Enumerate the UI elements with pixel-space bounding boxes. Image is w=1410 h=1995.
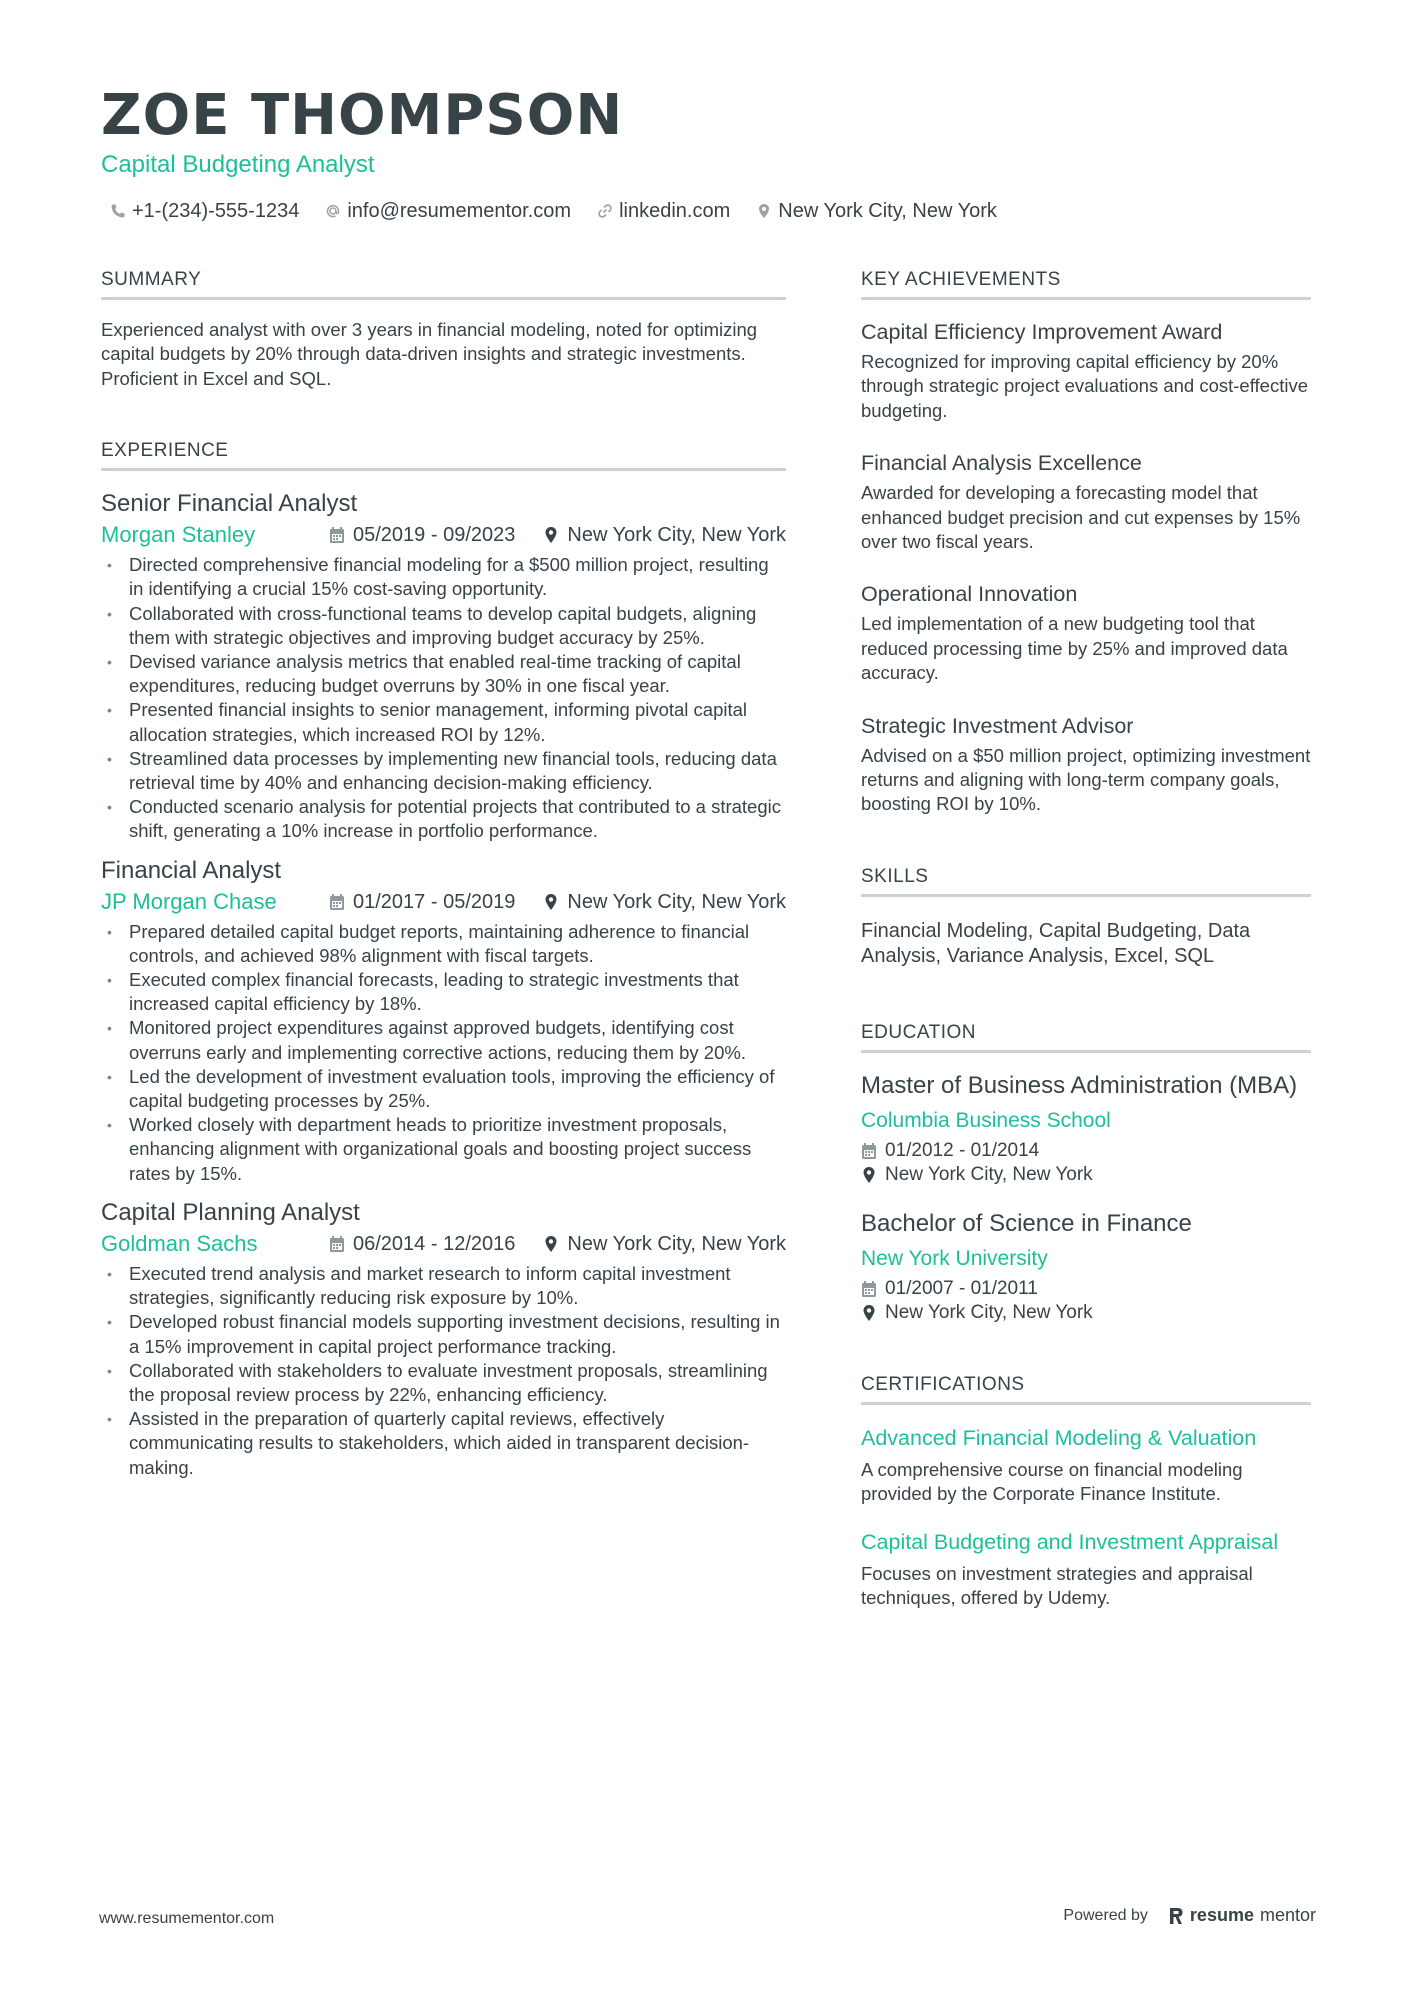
achievements-heading: KEY ACHIEVEMENTS <box>861 268 1311 300</box>
left-column <box>101 268 786 1492</box>
job-bullet: • Conducted scenario analysis for potential projects that contributed to a strategic shift, generating a 10% increase in portfolio performance. <box>101 795 786 843</box>
job-bullets <box>101 920 786 1186</box>
achievement-item <box>861 318 1311 423</box>
job-bullet: • Executed complex financial forecasts, leading to strategic investments that increased capital efficiency by 18%. <box>101 968 786 1016</box>
contact-email[interactable] <box>325 198 571 224</box>
brand-light: mentor <box>1259 1905 1316 1925</box>
experience-entry <box>101 856 786 1186</box>
achievement-item <box>861 449 1311 554</box>
footer-website[interactable]: www.resumementor.com <box>99 1910 275 1927</box>
job-bullet: • Presented financial insights to senior management, informing pivotal capital allocation strategies, which increased ROI by 12%. <box>101 698 786 746</box>
map-pin-icon <box>861 1304 877 1322</box>
education-degree: Master of Business Administration (MBA) <box>861 1071 1298 1099</box>
map-pin-icon <box>861 1166 877 1184</box>
certification-title: Advanced Financial Modeling & Valuation <box>861 1425 1257 1450</box>
map-pin-icon <box>756 203 772 219</box>
map-pin-icon <box>543 893 559 911</box>
right-column <box>861 268 1311 1633</box>
job-bullets <box>101 1262 786 1480</box>
education-dates <box>861 1277 1311 1301</box>
brand-mark-icon <box>1168 1906 1184 1926</box>
job-role: Capital Planning Analyst <box>101 1198 360 1226</box>
education-location <box>861 1163 1311 1187</box>
job-dates-text: 01/2017 - 05/2019 <box>353 890 516 913</box>
job-company: Morgan Stanley <box>101 522 256 548</box>
achievement-item <box>861 580 1311 685</box>
achievement-title: Financial Analysis Excellence <box>861 451 1142 476</box>
achievement-text: Awarded for developing a forecasting model that enhanced budget precision and cut expenses by 15% over two fiscal years. <box>861 482 1301 553</box>
certification-item <box>861 1425 1311 1507</box>
job-bullet: • Collaborated with stakeholders to evaluate investment proposals, streamlining the proposal review process by 22%, enhancing efficiency. <box>101 1359 786 1407</box>
phone-text: +1-(234)-555-1234 <box>132 200 300 222</box>
job-meta <box>101 1230 786 1258</box>
job-company: Goldman Sachs <box>101 1230 258 1256</box>
achievement-item <box>861 712 1311 817</box>
footer-branding <box>1063 1905 1316 1926</box>
achievement-text: Led implementation of a new budgeting tool that reduced processing time by 25% and improved data accuracy. <box>861 613 1288 684</box>
map-pin-icon <box>543 526 559 544</box>
location-text: New York City, New York <box>778 200 997 222</box>
calendar-icon <box>329 893 345 911</box>
link-icon <box>597 203 613 219</box>
job-role: Senior Financial Analyst <box>101 490 358 518</box>
achievement-title: Capital Efficiency Improvement Award <box>861 320 1223 344</box>
education-item <box>861 1209 1311 1325</box>
experience-heading: EXPERIENCE <box>101 439 786 471</box>
job-location-text: New York City, New York <box>567 890 786 913</box>
linkedin-text: linkedin.com <box>619 200 731 222</box>
job-bullet: • Executed trend analysis and market research to inform capital investment strategies, significantly reducing risk exposure by 10%. <box>101 1262 786 1310</box>
calendar-icon <box>861 1280 877 1298</box>
experience-entry <box>101 1198 786 1480</box>
job-company: JP Morgan Chase <box>101 888 277 914</box>
candidate-name: ZOE THOMPSON <box>101 83 624 148</box>
job-location <box>543 1230 786 1258</box>
education-location <box>861 1301 1311 1325</box>
certification-text: Focuses on investment strategies and appraisal techniques, offered by Udemy. <box>861 1562 1253 1609</box>
achievement-text: Recognized for improving capital efficiency by 20% through strategic project evaluations and cost-effective budgeting. <box>861 351 1308 421</box>
job-location <box>543 888 786 916</box>
summary-text: Experienced analyst with over 3 years in financial modeling, noted for optimizing capital budgets by 20% through data-driven insights and strategic investments. Proficient in Excel and SQL. <box>101 319 758 389</box>
education-dates-text: 01/2007 - 01/2011 <box>885 1277 1038 1299</box>
contact-location <box>756 198 997 224</box>
certification-title: Capital Budgeting and Investment Appraisal <box>861 1529 1279 1554</box>
at-sign-icon <box>325 203 341 219</box>
contact-linkedin[interactable] <box>597 198 730 224</box>
calendar-icon <box>329 1235 345 1253</box>
education-item <box>861 1071 1311 1187</box>
education-degree: Bachelor of Science in Finance <box>861 1209 1192 1237</box>
job-location-text: New York City, New York <box>567 1232 786 1255</box>
job-dates-text: 05/2019 - 09/2023 <box>353 524 516 547</box>
job-bullet: • Worked closely with department heads to prioritize investment proposals, enhancing alignment with organizational goals and boosting project success rates by 15%. <box>101 1113 786 1186</box>
certifications-heading: CERTIFICATIONS <box>861 1373 1311 1405</box>
education-location-text: New York City, New York <box>885 1301 1093 1323</box>
certification-text: A comprehensive course on financial modeling provided by the Corporate Finance Institute. <box>861 1458 1243 1505</box>
job-bullet: • Assisted in the preparation of quarterly capital reviews, effectively communicating results to stakeholders, which aided in transparent decision-making. <box>101 1407 786 1480</box>
achievement-title: Operational Innovation <box>861 582 1078 607</box>
powered-by-label: Powered by <box>1063 1906 1148 1924</box>
contact-phone[interactable] <box>110 198 299 224</box>
job-bullet: • Collaborated with cross-functional teams to develop capital budgets, aligning them with strategic objectives and improving budget accuracy by 25%. <box>101 602 786 650</box>
education-dates-text: 01/2012 - 01/2014 <box>885 1139 1040 1161</box>
job-bullet: • Streamlined data processes by implementing new financial tools, reducing data retrieval time by 40% and enhancing decision-making efficiency. <box>101 747 786 795</box>
job-dates <box>329 888 515 916</box>
job-bullet: • Devised variance analysis metrics that enabled real-time tracking of capital expenditures, reducing budget overruns by 30% in one fiscal year. <box>101 650 786 698</box>
achievement-text: Advised on a $50 million project, optimizing investment returns and aligning with long-term company goals, boosting ROI by 10%. <box>861 744 1311 815</box>
contact-bar <box>110 198 997 224</box>
brand-logo[interactable] <box>1168 1905 1316 1926</box>
phone-icon <box>110 203 126 219</box>
certification-item <box>861 1529 1311 1611</box>
skills-heading: SKILLS <box>861 865 1311 897</box>
job-bullets <box>101 553 786 843</box>
education-dates <box>861 1139 1311 1163</box>
job-title-headline: Capital Budgeting Analyst <box>101 151 375 178</box>
job-bullet: • Directed comprehensive financial modeling for a $500 million project, resulting in identifying a crucial 15% cost-saving opportunity. <box>101 553 786 601</box>
email-text: info@resumementor.com <box>347 200 572 222</box>
job-bullet: • Developed robust financial models supporting investment decisions, resulting in a 15% improvement in capital project performance tracking. <box>101 1310 786 1358</box>
job-role: Financial Analyst <box>101 856 282 884</box>
education-heading: EDUCATION <box>861 1021 1311 1053</box>
achievement-title: Strategic Investment Advisor <box>861 713 1134 738</box>
education-school: New York University <box>861 1246 1048 1270</box>
job-meta <box>101 888 786 916</box>
job-bullet: • Monitored project expenditures against approved budgets, identifying cost overruns early and implementing corrective actions, reducing them by 20%. <box>101 1016 786 1064</box>
education-school: Columbia Business School <box>861 1108 1111 1132</box>
job-bullet: • Led the development of investment evaluation tools, improving the efficiency of capital budgeting processes by 25%. <box>101 1065 786 1113</box>
job-bullet: • Prepared detailed capital budget reports, maintaining adherence to financial controls, and achieved 98% alignment with fiscal targets. <box>101 920 786 968</box>
map-pin-icon <box>543 1235 559 1253</box>
calendar-icon <box>861 1142 877 1160</box>
job-dates <box>329 521 515 549</box>
job-dates-text: 06/2014 - 12/2016 <box>353 1232 516 1255</box>
skills-text: Financial Modeling, Capital Budgeting, Data Analysis, Variance Analysis, Excel, SQL <box>861 919 1251 967</box>
job-meta <box>101 521 786 549</box>
education-location-text: New York City, New York <box>885 1163 1093 1185</box>
job-dates <box>329 1230 515 1258</box>
job-location <box>543 521 786 549</box>
brand-bold: resume <box>1189 1905 1254 1925</box>
summary-heading: SUMMARY <box>101 268 786 300</box>
job-location-text: New York City, New York <box>567 524 786 547</box>
calendar-icon <box>329 526 345 544</box>
experience-entry <box>101 489 786 843</box>
